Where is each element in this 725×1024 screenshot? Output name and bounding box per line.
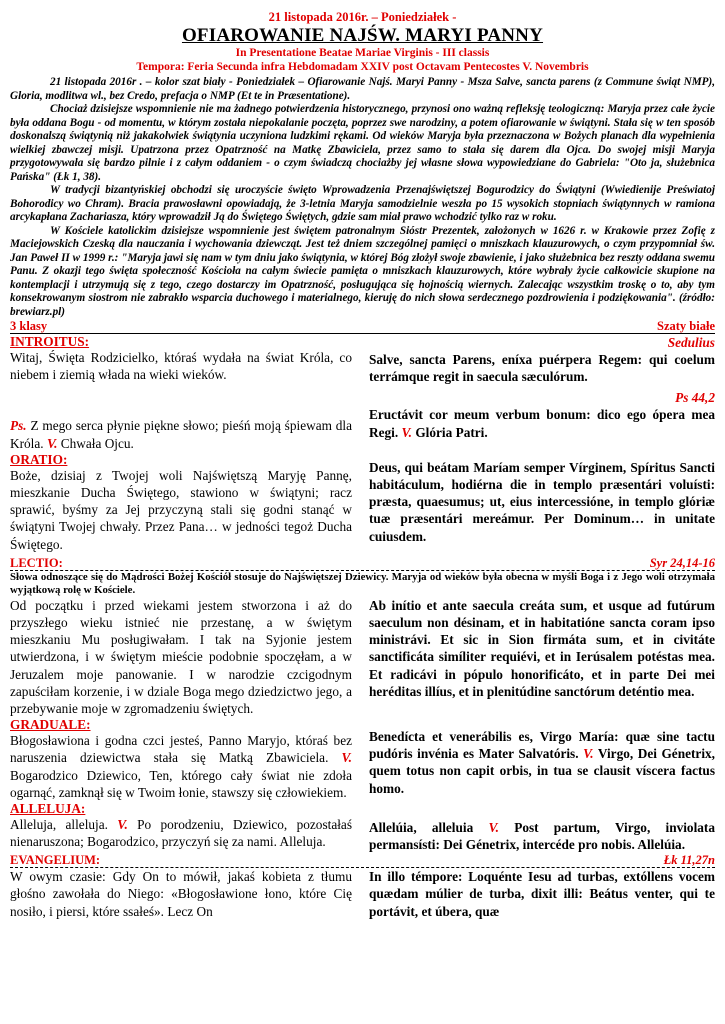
evangelium-header [10, 853, 715, 868]
intro-paragraph: 21 listopada 2016r . – kolor szat biały - Poniedziałek – Ofiarowanie Najś. Maryi Panny - Msza Salve, sancta parens (z Commune świąt NMP), Gloria, modlitwa wl., bez Credo, prefacja o NMP (Et te in Præsentatione). [10, 76, 715, 102]
lectio-title: LECTIO: [10, 555, 63, 570]
versicle-mark: V. [117, 817, 128, 833]
psalm-pl: Ps. Z mego serca płynie piękne słowo; pieśń moją śpiewam dla Króla. V. Chwała Ojcu. [10, 418, 352, 451]
lectio-header [10, 556, 715, 571]
evangelium-source: Łk 11,27n [663, 853, 715, 868]
evangelium-title: EVANGELIUM: [10, 853, 101, 868]
tempora-line: Tempora: Feria Secunda infra Hebdomadam XXIV post Octavam Pentecostes V. Novembris [136, 61, 589, 73]
psalm-ref: Ps 44,2 [675, 390, 715, 406]
introitus-pl: Witaj, Święta Rodzicielko, któraś wydała na świat Króla, co niebem i ziemią włada na wieki wieków. [10, 350, 352, 383]
ps-label: Ps. [10, 418, 27, 434]
versicle-mark: V. [401, 424, 412, 440]
class-bar [10, 319, 715, 334]
versicle-mark: V. [583, 746, 594, 762]
oratio-la: Deus, qui beátam Maríam semper Vírginem, Spíritus Sancti habitáculum, hodiérna die in templo præsentári voluísti: præsta, quaesumus; ut, eius intercessióne, in templo glóriæ tuæ præsentári mereámur. Per Dominum… in unitate cuiusdem. [369, 459, 715, 544]
psalm-la: Eructávit cor meum verbum bonum: dico ego ópera mea Regi. V. Glória Patri. [369, 407, 715, 440]
graduale-pl: Błogosławiona i godna czci jesteś, Panno Maryjo, któraś bez naruszenia dziewictwa stała się Matką Zbawiciela. V. Bogarodzico Dziewico, Ten, którego cały świat nie zdoła ogarnąć, zamknął się w Twoim łonie, stawszy się człowiekiem. [10, 733, 352, 800]
alleluja-pl: Alleluja, alleluja. V. Po porodzeniu, Dziewico, pozostałaś nienaruszona; Bogarodzico, przyczyń się za nami. Alleluja. [10, 817, 352, 850]
intro-text [10, 76, 715, 319]
latin-title: In Presentatione Beatae Mariae Virginis - III classis [235, 47, 490, 59]
lectio-la: Ab inítio et ante saecula creáta sum, et usque ad futúrum saeculum non désinam, et in habitatióne sancta coram ipso ministrávi. Et sic in Sion firmáta sum, et in civitáte sanctificáta simíliter requiévi, et in Ierúsalem potéstas mea. Et radicávi in pópulo honorificáto, et in parte Dei mei heréditas illíus, et in plenitúdine sanctórum deténtio mea. [369, 597, 715, 699]
introitus-title: INTROITUS: [10, 334, 90, 349]
class-label: 3 klasy [10, 319, 48, 333]
oratio-pl: Boże, dzisiaj z Twojej woli Najświętszą Maryję Pannę, mieszkanie Ducha Świętego, stawiono w świątyni; racz sprawić, byśmy za Jej przyczyną stali się godni stanąć w świątyni Twojej chwały. Przez Pana… w jedności tegoż Ducha Świętego. [10, 467, 352, 552]
versicle-mark: V. [488, 819, 499, 835]
graduale-la: Benedícta et venerábilis es, Virgo María: quæ sine tactu pudóris invénia es Mater Salvatóris. V. Virgo, Dei Génetrix, quem totus non capit orbis, in tua se clausit víscera factus homo. [369, 729, 715, 796]
oratio-title: ORATIO: [10, 451, 68, 467]
page-title: OFIAROWANIE NAJŚW. MARYI PANNY [181, 25, 544, 46]
intro-paragraph: W Kościele katolickim dzisiejsze wspomnienie jest świętem patronalnym Sióstr Prezentek, założonych w 1626 r. w Krakowie przez Zofię z Maciejowskich Czeską dla nauczania i wychowania dziewcząt. Jest też dniem szczególnej pamięci o mniszkach klauzurowych, o czym przypomniał św. Jan Paweł II w 1999 r.: "Maryja jawi się nam w tym dniu jako świątynia, w której Bóg złożył swoje zbawienie, i jako służebnica bez reszty oddana swemu Panu. Z okazji tego święta społeczność Kościoła na całym świecie pamięta o mniszkach klauzurowych, które wybrały życie całkowicie skupione na kontemplacji i utrzymują się z tego, czego dostarczy im Opatrzność, posługująca się hojnością wiernych. Zalecając wszystkim troskę o to, aby tym konsekrowanym siostrom nie zabrakło wsparcia duchowego i materialnego, kieruję do nich słowa serdecznego pozdrowienia i podziękowania". (źródło: brewiarz.pl) [10, 224, 715, 318]
versicle-mark: V. [46, 435, 58, 451]
lectio-pl: Od początku i przed wiekami jestem stworzona i aż do przyszłego wieku istnieć nie przestanę, a w świętym mieszkaniu Mu posługiwałam. I tak na Syjonie jestem utwierdzona, i w świętym mieście podobnie spoczęłam, a w Jeruzalem moje panowanie. I w narodzie czcigodnym zapuściłam korzenie, i w dziale Boga mego dziedzictwo jego, a przebywanie moje w zgromadzeniu świętych. [10, 597, 352, 717]
introitus-section [10, 334, 715, 553]
date-line: 21 listopada 2016r. – Poniedziałek - [268, 10, 457, 24]
evangelium-section [10, 868, 715, 920]
introitus-source: Sedulius [667, 335, 715, 350]
alleluja-la: Allelúia, alleluia V. Post partum, Virgo, inviolata permansísti: Dei Génetrix, intercéde pro nobis. Allelúia. [369, 819, 715, 853]
evangelium-pl: W owym czasie: Gdy On to mówił, jakaś kobieta z tłumu głośno zawołała do Niego: «Błogosławione łono, które Cię nosiło, i piersi, które ssałeś». Lecz On [10, 869, 352, 919]
vestment-label: Szaty białe [657, 319, 715, 333]
missal-page [10, 0, 715, 920]
graduale-title: GRADUALE: [10, 717, 91, 733]
intro-paragraph: W tradycji bizantyńskiej obchodzi się uroczyście święto Wprowadzenia Przenajświętszej Bogurodzicy do Świątyni (Wwiedienije Preświatoj Bohorodicy wo Chram). Bracia prawosławni opowiadają, że 3-letnia Maryja samodzielnie weszła po 15 wysokich stopniach świątynnych w ramiona arcykapłana Zachariasza, który wprowadził Ją do Świętego Świętych, gdzie sam miał prawo wchodzić tylko raz w roku. [10, 184, 715, 223]
lectio-source: Syr 24,14-16 [649, 555, 715, 570]
lectio-note: Słowa odnoszące się do Mądrości Bożej Kościół stosuje do Najświętszej Dziewicy. Maryja od wieków była obecna w myśli Boga i z Jego woli otrzymała wyjątkową rolę w Kościele. [10, 570, 715, 596]
lectio-section [10, 597, 715, 853]
intro-paragraph: Chociaż dzisiejsze wspomnienie nie ma żadnego potwierdzenia historycznego, przynosi ono ważną refleksję teologiczną: Maryja przez całe życie była oddana Bogu - od momentu, w którym została niepokalanie poczęta, poprzez swe narodziny, a potem ofiarowanie w świątyni. Stała się w ten sposób doskonalszą świątynią niż jakakolwiek świątynia uczyniona ludzkimi rękami. Od wieków Maryja była przeznaczona w Bożych planach dla wypełnienia wielkiej zbawczej misji. Upatrzona przez Opatrzność na Matkę Zbawiciela, przez samo to stała się darem dla Ojca. Do swojej misji Maryja przygotowywała się bardzo pilnie i z całym oddaniem - o czym świadczą chociażby jej własne słowa wypowiedziane do Gabriela: "Oto ja, służebnica Pańska" (Łk 1, 38). [10, 103, 715, 183]
introitus-la: Salve, sancta Parens, eníxa puérpera Regem: qui coelum terrámque regit in saecula sæculórum. [369, 352, 715, 385]
alleluja-title: ALLELUJA: [10, 801, 86, 817]
versicle-mark: V. [341, 750, 352, 766]
evangelium-la: In illo témpore: Loquénte Iesu ad turbas, extóllens vocem quædam múlier de turba, dixit illi: Beátus venter, qui te portávit, et úbera, quæ [369, 869, 715, 919]
